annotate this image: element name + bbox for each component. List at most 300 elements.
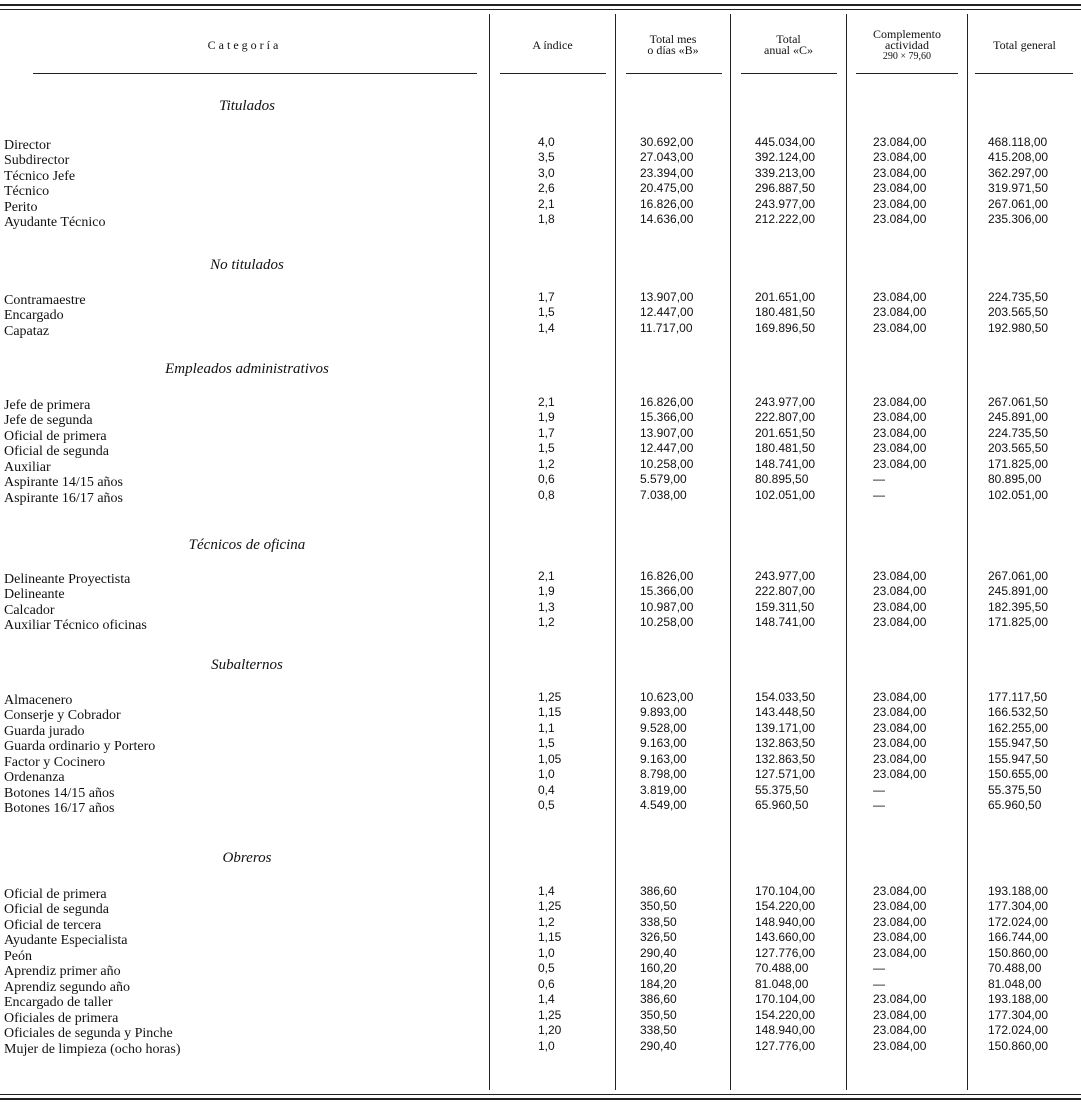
row-a-indice: 1,05 [538,752,562,766]
table-row [0,584,1081,602]
row-category [4,200,480,216]
row-total-anual: 243.977,00 [755,197,816,211]
row-complemento: — [873,783,885,797]
row-category-label: Ayudante Especialista [4,933,128,948]
row-total-mes: 13.907,00 [640,426,694,440]
row-total-anual: 170.104,00 [755,992,816,1006]
row-total-mes: 15.366,00 [640,410,694,424]
row-total-general: 193.188,00 [988,884,1049,898]
row-total-anual: 243.977,00 [755,569,816,583]
row-complemento: 23.084,00 [873,305,927,319]
leader-dots [4,196,480,198]
row-category [4,215,480,231]
row-total-general: 150.860,00 [988,946,1049,960]
row-category [4,324,480,340]
row-category [4,491,480,507]
row-a-indice: 1,15 [538,705,562,719]
row-total-general: 182.395,50 [988,600,1049,614]
row-total-mes: 10.258,00 [640,615,694,629]
row-category-label: Oficiales de primera [4,1011,119,1026]
row-category [4,980,480,996]
leader-dots [4,165,480,167]
row-total-anual: 243.977,00 [755,395,816,409]
row-total-anual: 154.220,00 [755,899,816,913]
row-total-anual: 339.213,00 [755,166,816,180]
header-categoria [0,18,489,72]
row-a-indice: 3,5 [538,150,555,164]
table-row [0,410,1081,428]
row-category [4,918,480,934]
leader-dots [4,472,480,474]
table-row [0,961,1081,979]
table-row [0,212,1081,230]
row-complemento: 23.084,00 [873,992,927,1006]
table-row [0,930,1081,948]
row-complemento: 23.084,00 [873,410,927,424]
table-row [0,1023,1081,1041]
row-total-anual: 102.051,00 [755,488,816,502]
row-category [4,724,480,740]
header-a-indice [490,18,615,72]
row-category [4,693,480,709]
row-total-mes: 10.258,00 [640,457,694,471]
row-a-indice: 1,0 [538,767,555,781]
row-total-mes: 338,50 [640,915,677,929]
row-category-label: Guarda ordinario y Portero [4,739,156,754]
row-total-general: 224.735,50 [988,426,1049,440]
header-underline [626,73,722,74]
row-total-anual: 170.104,00 [755,884,816,898]
row-total-mes: 184,20 [640,977,677,991]
section-title: No titulados [210,257,284,273]
header-complemento-line1: Complemento [873,26,941,41]
header-a-indice-label: A índice [532,37,573,52]
row-total-mes: 16.826,00 [640,197,694,211]
row-total-general: 177.304,00 [988,1008,1049,1022]
row-category [4,618,480,634]
row-total-mes: 12.447,00 [640,305,694,319]
row-complemento: 23.084,00 [873,1039,927,1053]
table-row [0,736,1081,754]
header-total-anual [731,18,846,72]
row-total-anual: 127.571,00 [755,767,816,781]
row-total-mes: 386,60 [640,884,677,898]
row-a-indice: 1,3 [538,600,555,614]
row-total-general: 267.061,00 [988,569,1049,583]
row-a-indice: 2,1 [538,569,555,583]
row-total-general: 203.565,50 [988,305,1049,319]
row-category-label: Mujer de limpieza (ocho horas) [4,1042,181,1057]
row-total-general: 193.188,00 [988,992,1049,1006]
row-a-indice: 1,0 [538,946,555,960]
row-total-anual: 148.940,00 [755,1023,816,1037]
section-title: Subalternos [211,657,283,673]
row-category [4,801,480,817]
row-total-mes: 14.636,00 [640,212,694,226]
row-total-general: 203.565,50 [988,441,1049,455]
row-total-mes: 15.366,00 [640,584,694,598]
row-total-mes: 350,50 [640,899,677,913]
row-a-indice: 1,5 [538,736,555,750]
row-category [4,964,480,980]
row-total-general: 245.891,00 [988,584,1049,598]
row-complemento: 23.084,00 [873,426,927,440]
row-a-indice: 2,1 [538,395,555,409]
bottom-rule [0,1098,1081,1100]
row-category-label: Guarda jurado [4,724,85,739]
header-categoria-label: Categoría [207,37,282,52]
table-row [0,321,1081,339]
row-category [4,786,480,802]
row-category [4,949,480,965]
row-category-label: Delineante [4,587,65,602]
row-total-mes: 10.623,00 [640,690,694,704]
section-title: Obreros [222,850,272,866]
row-total-mes: 30.692,00 [640,135,694,149]
row-category [4,169,480,185]
row-a-indice: 1,9 [538,410,555,424]
row-category [4,153,480,169]
row-category [4,739,480,755]
row-total-anual: 154.220,00 [755,1008,816,1022]
row-complemento: 23.084,00 [873,690,927,704]
table-row [0,150,1081,168]
row-category [4,755,480,771]
row-total-anual: 148.940,00 [755,915,816,929]
row-total-anual: 201.651,00 [755,290,816,304]
row-complemento: 23.084,00 [873,441,927,455]
row-total-anual: 392.124,00 [755,150,816,164]
row-total-anual: 132.863,50 [755,752,816,766]
row-category-label: Oficial de segunda [4,444,109,459]
leader-dots [4,320,480,322]
row-total-general: 162.255,00 [988,721,1049,735]
row-complemento: 23.084,00 [873,721,927,735]
row-a-indice: 0,8 [538,488,555,502]
row-complemento: 23.084,00 [873,457,927,471]
row-a-indice: 0,6 [538,472,555,486]
row-total-general: 166.532,50 [988,705,1049,719]
row-category-label: Auxiliar Técnico oficinas [4,618,147,633]
row-total-general: 177.304,00 [988,899,1049,913]
row-category-label: Oficial de primera [4,887,107,902]
row-total-mes: 10.987,00 [640,600,694,614]
row-category-label: Aprendiz segundo año [4,980,130,995]
row-complemento: 23.084,00 [873,946,927,960]
row-total-general: 55.375,50 [988,783,1042,797]
row-complemento: 23.084,00 [873,930,927,944]
row-complemento: 23.084,00 [873,915,927,929]
row-total-anual: 127.776,00 [755,946,816,960]
row-total-general: 70.488,00 [988,961,1042,975]
row-complemento: 23.084,00 [873,135,927,149]
row-total-general: 166.744,00 [988,930,1049,944]
row-category [4,587,480,603]
row-total-anual: 154.033,50 [755,690,816,704]
row-category [4,460,480,476]
row-a-indice: 2,6 [538,181,555,195]
header-total-anual-line1: Total [776,32,801,46]
row-total-anual: 201.651,50 [755,426,816,440]
row-total-anual: 296.887,50 [755,181,816,195]
row-a-indice: 1,5 [538,441,555,455]
row-category-label: Capataz [4,324,50,339]
row-complemento: 23.084,00 [873,767,927,781]
top-rule-thin [0,9,1081,10]
row-total-mes: 350,50 [640,1008,677,1022]
leader-dots [4,961,480,963]
row-total-mes: 9.893,00 [640,705,687,719]
row-total-general: 150.860,00 [988,1039,1049,1053]
row-category-label: Ayudante Técnico [4,215,106,230]
row-total-general: 172.024,00 [988,915,1049,929]
row-category-label: Oficial de tercera [4,918,102,933]
row-category [4,1042,480,1058]
row-a-indice: 1,20 [538,1023,562,1037]
row-a-indice: 1,8 [538,212,555,226]
row-total-anual: 148.741,00 [755,615,816,629]
row-category [4,444,480,460]
row-total-mes: 16.826,00 [640,569,694,583]
row-total-mes: 338,50 [640,1023,677,1037]
row-complemento: — [873,472,885,486]
row-a-indice: 1,9 [538,584,555,598]
row-complemento: 23.084,00 [873,197,927,211]
header-underline [500,73,606,74]
row-total-anual: 55.375,50 [755,783,809,797]
row-total-general: 172.024,00 [988,1023,1049,1037]
row-complemento: 23.084,00 [873,752,927,766]
row-category-label: Peón [4,949,32,964]
leader-dots [4,212,480,214]
row-a-indice: 2,1 [538,197,555,211]
row-total-general: 102.051,00 [988,488,1049,502]
row-category [4,902,480,918]
row-total-anual: 143.448,50 [755,705,816,719]
table-row [0,305,1081,323]
table-row [0,992,1081,1010]
row-total-mes: 9.528,00 [640,721,687,735]
table-row [0,488,1081,506]
row-category [4,887,480,903]
row-a-indice: 1,25 [538,690,562,704]
header-complemento-line2: actividad [885,37,929,52]
row-a-indice: 1,4 [538,321,555,335]
row-total-general: 235.306,00 [988,212,1049,226]
row-complemento: 23.084,00 [873,899,927,913]
table-row [0,767,1081,785]
row-total-anual: 132.863,50 [755,736,816,750]
header-underline [33,73,477,74]
row-complemento: 23.084,00 [873,395,927,409]
row-category-label: Perito [4,200,38,215]
header-total-general-label: Total general [993,37,1056,52]
row-total-mes: 9.163,00 [640,752,687,766]
row-total-general: 177.117,50 [988,690,1048,704]
row-total-mes: 20.475,00 [640,181,694,195]
header-underline [741,73,837,74]
row-category [4,1026,480,1042]
table-row [0,181,1081,199]
row-total-anual: 180.481,50 [755,441,816,455]
row-category-label: Factor y Cocinero [4,755,106,770]
row-category-label: Encargado de taller [4,995,113,1010]
row-total-general: 150.655,00 [988,767,1049,781]
row-total-general: 171.825,00 [988,615,1049,629]
row-total-mes: 3.819,00 [640,783,687,797]
row-total-mes: 9.163,00 [640,736,687,750]
row-total-anual: 222.807,00 [755,584,816,598]
row-total-general: 267.061,50 [988,395,1049,409]
row-a-indice: 1,4 [538,992,555,1006]
row-a-indice: 1,5 [538,305,555,319]
row-complemento: 23.084,00 [873,150,927,164]
row-total-mes: 8.798,00 [640,767,687,781]
row-a-indice: 1,4 [538,884,555,898]
row-category-label: Jefe de segunda [4,413,93,428]
row-complemento: 23.084,00 [873,705,927,719]
row-total-mes: 4.549,00 [640,798,687,812]
row-total-mes: 11.717,00 [640,321,693,335]
row-category [4,413,480,429]
row-complemento: — [873,798,885,812]
row-total-general: 192.980,50 [988,321,1049,335]
row-a-indice: 0,5 [538,961,555,975]
leader-dots [4,150,480,152]
row-total-mes: 16.826,00 [640,395,694,409]
row-a-indice: 3,0 [538,166,555,180]
row-a-indice: 1,25 [538,899,562,913]
row-total-anual: 180.481,50 [755,305,816,319]
row-total-general: 65.960,50 [988,798,1042,812]
row-a-indice: 0,5 [538,798,555,812]
row-total-mes: 5.579,00 [640,472,687,486]
row-category-label: Delineante Proyectista [4,572,131,587]
row-total-general: 81.048,00 [988,977,1042,991]
header-total-mes-line2: o días «B» [647,43,699,57]
row-complemento: — [873,488,885,502]
row-total-general: 245.891,00 [988,410,1049,424]
row-category-label: Almacenero [4,693,73,708]
row-a-indice: 1,0 [538,1039,555,1053]
section-title: Empleados administrativos [165,361,329,377]
row-a-indice: 1,7 [538,290,555,304]
header-total-anual-line2: anual «C» [764,43,813,57]
row-total-general: 80.895,00 [988,472,1042,486]
row-a-indice: 4,0 [538,135,555,149]
section-title: Titulados [219,98,275,114]
row-a-indice: 0,6 [538,977,555,991]
row-a-indice: 1,2 [538,457,555,471]
table-row [0,441,1081,459]
row-total-anual: 169.896,50 [755,321,816,335]
row-total-anual: 139.171,00 [755,721,816,735]
row-category [4,138,480,154]
row-category-label: Aprendiz primer año [4,964,121,979]
leader-dots [4,615,480,617]
leader-dots [4,705,480,707]
row-category [4,572,480,588]
row-category [4,995,480,1011]
row-total-mes: 27.043,00 [640,150,694,164]
table-row [0,899,1081,917]
row-a-indice: 1,1 [538,721,555,735]
row-complemento: 23.084,00 [873,569,927,583]
leader-dots [4,782,480,784]
bottom-rule-thin [0,1094,1081,1095]
header-complemento-line3: 290 × 79,60 [882,50,932,62]
row-complemento: 23.084,00 [873,181,927,195]
row-complemento: 23.084,00 [873,1023,927,1037]
row-total-anual: 148.741,00 [755,457,816,471]
row-category [4,603,480,619]
row-total-general: 415.208,00 [988,150,1049,164]
row-total-general: 468.118,00 [988,135,1048,149]
row-category-label: Técnico [4,184,50,199]
row-complemento: 23.084,00 [873,166,927,180]
row-category [4,398,480,414]
table-row [0,615,1081,633]
row-a-indice: 1,25 [538,1008,562,1022]
row-total-mes: 386,60 [640,992,677,1006]
row-complemento: 23.084,00 [873,290,927,304]
row-category-label: Jefe de primera [4,398,91,413]
row-complemento: 23.084,00 [873,615,927,629]
row-a-indice: 1,7 [538,426,555,440]
row-total-mes: 7.038,00 [640,488,687,502]
row-category [4,293,480,309]
row-category-label: Calcador [4,603,55,618]
row-complemento: 23.084,00 [873,1008,927,1022]
header-total-general [968,18,1081,72]
row-total-mes: 290,40 [640,1039,677,1053]
row-a-indice: 1,2 [538,615,555,629]
row-category [4,429,480,445]
row-category [4,308,480,324]
row-category-label: Botones 16/17 años [4,801,115,816]
header-complemento [847,18,967,72]
row-category-label: Aspirante 14/15 años [4,475,123,490]
row-total-mes: 160,20 [640,961,677,975]
row-a-indice: 1,15 [538,930,562,944]
header-total-mes [616,18,730,72]
row-category-label: Contramaestre [4,293,86,308]
row-complemento: 23.084,00 [873,736,927,750]
row-total-general: 155.947,50 [988,752,1049,766]
row-total-anual: 159.311,50 [755,600,815,614]
row-total-general: 319.971,50 [988,181,1049,195]
row-category [4,708,480,724]
row-total-mes: 13.907,00 [640,290,694,304]
row-total-anual: 127.776,00 [755,1039,816,1053]
table-row [0,798,1081,816]
row-a-indice: 0,4 [538,783,555,797]
row-complemento: 23.084,00 [873,600,927,614]
row-total-anual: 81.048,00 [755,977,809,991]
row-total-anual: 80.895,50 [755,472,809,486]
row-category [4,933,480,949]
row-category [4,770,480,786]
table-row [0,1039,1081,1057]
row-category [4,475,480,491]
row-category-label: Ordenanza [4,770,65,785]
row-category-label: Botones 14/15 años [4,786,115,801]
row-total-anual: 70.488,00 [755,961,809,975]
row-category-label: Director [4,138,51,153]
leader-dots [4,336,480,338]
row-total-general: 155.947,50 [988,736,1049,750]
header-total-mes-line1: Total mes [649,32,697,46]
